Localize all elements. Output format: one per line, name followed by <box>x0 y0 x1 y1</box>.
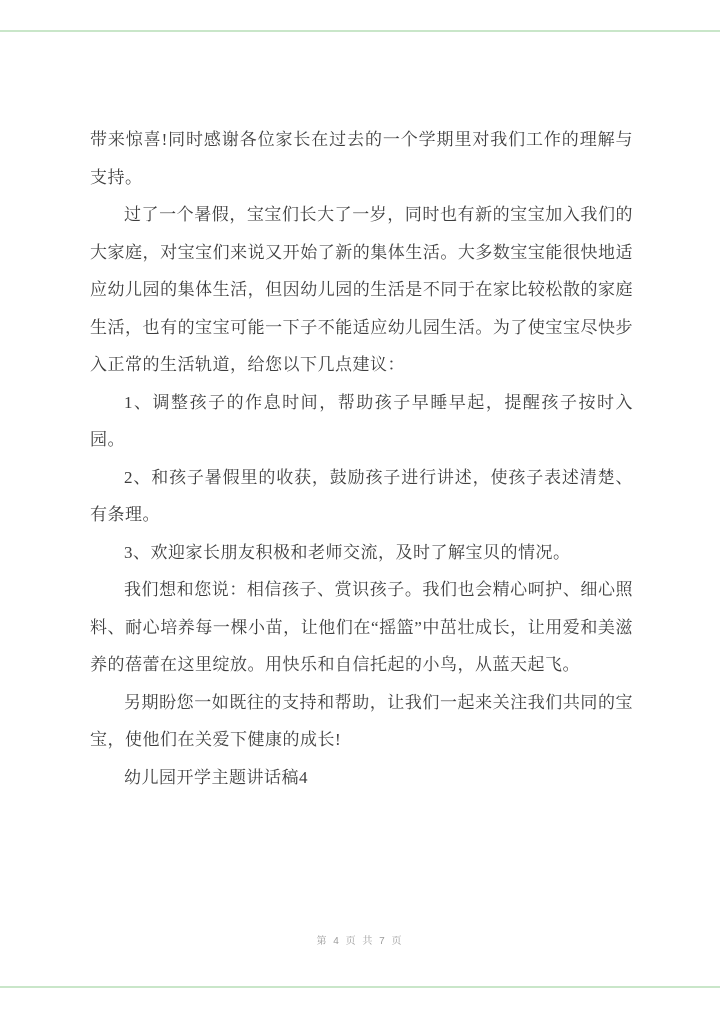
page-number-indicator: 第 4 页 共 7 页 <box>316 936 404 947</box>
page-border-top <box>0 30 720 32</box>
page-border-bottom <box>0 986 720 988</box>
paragraph-list-item-1: 1、调整孩子的作息时间，帮助孩子早睡早起，提醒孩子按时入园。 <box>90 392 633 449</box>
section-heading: 幼儿园开学主题讲话稿4 <box>124 767 308 787</box>
paragraph: 另期盼您一如既往的支持和帮助，让我们一起来关注我们共同的宝宝，使他们在关爱下健康的成长! <box>90 692 633 749</box>
paragraph: 带来惊喜!同时感谢各位家长在过去的一个学期里对我们工作的理解与支持。 <box>90 130 633 187</box>
document-body <box>90 121 633 796</box>
paragraph: 我们想和您说：相信孩子、赏识孩子。我们也会精心呵护、细心照料、耐心培养每一棵小苗，让他们在“摇篮”中茁壮成长，让用爱和美滋养的蓓蕾在这里绽放。用快乐和自信托起的小鸟，从蓝天起飞。 <box>90 580 633 674</box>
paragraph-list-item-3: 3、欢迎家长朋友积极和老师交流，及时了解宝贝的情况。 <box>124 542 571 562</box>
page-footer <box>0 932 720 947</box>
paragraph-list-item-2: 2、和孩子暑假里的收获，鼓励孩子进行讲述，使孩子表述清楚、有条理。 <box>90 467 633 524</box>
paragraph: 过了一个暑假，宝宝们长大了一岁，同时也有新的宝宝加入我们的大家庭，对宝宝们来说又开始了新的集体生活。大多数宝宝能很快地适应幼儿园的集体生活，但因幼儿园的生活是不同于在家比较松散的家庭生活，也有的宝宝可能一下子不能适应幼儿园生活。为了使宝宝尽快步入正常的生活轨道，给您以下几点建议： <box>90 205 633 374</box>
